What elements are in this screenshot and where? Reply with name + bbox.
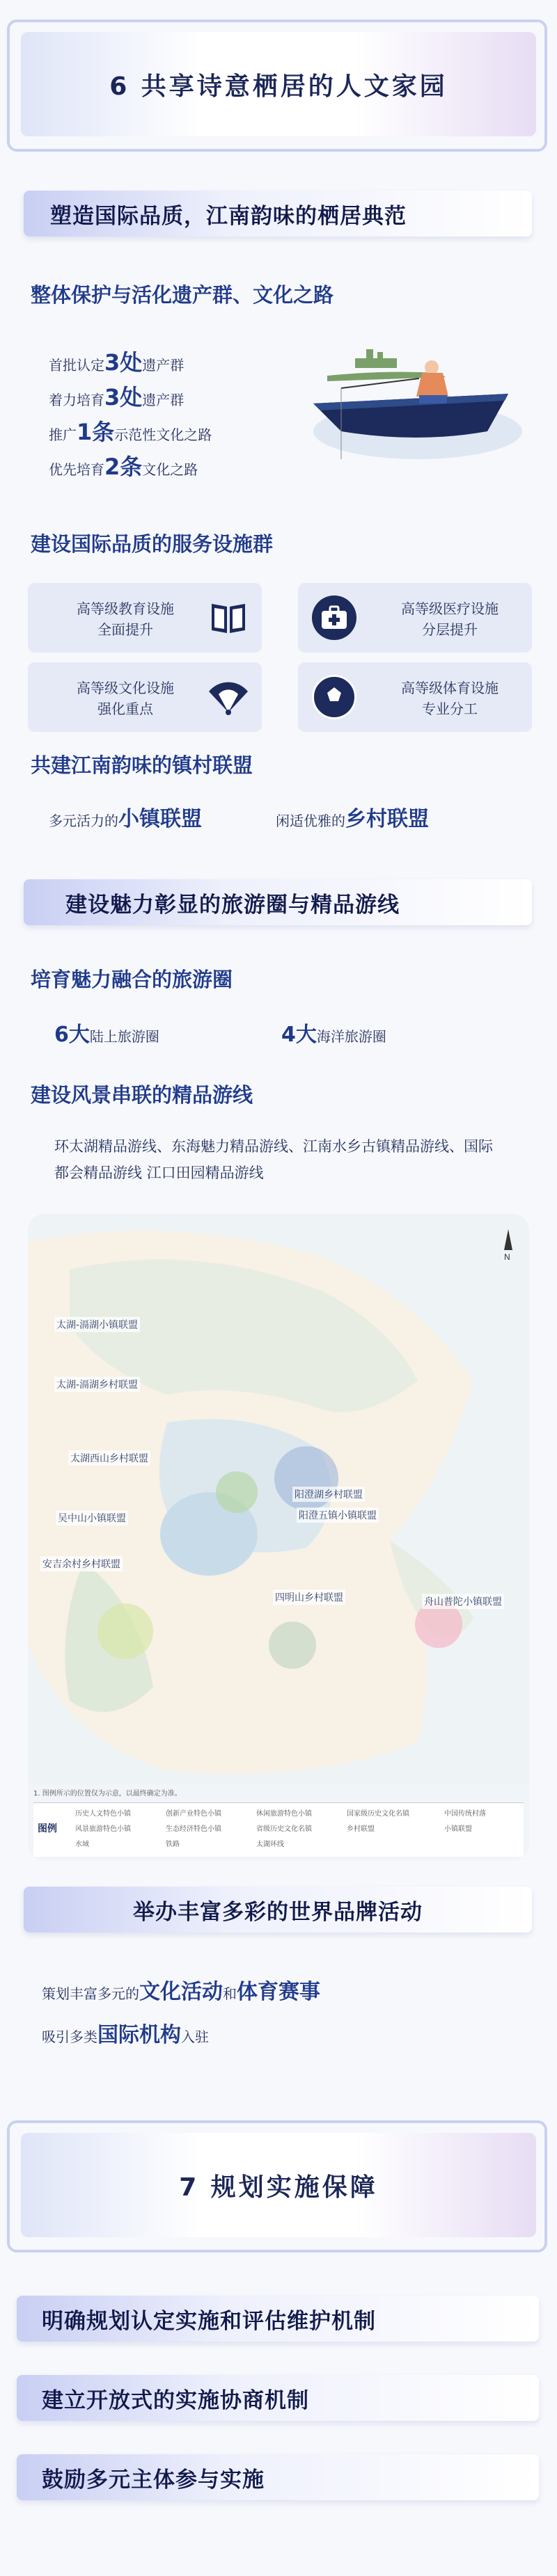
banner-6-text: 鼓励多元主体参与实施: [42, 2467, 265, 2493]
sea-tourism-circles: 4大海洋旅游圈: [281, 1023, 386, 1047]
map-label-3: 太湖西山乡村联盟: [68, 1450, 150, 1466]
section-7-header: [0, 2115, 557, 2254]
facility-card-medical: 高等级医疗设施 分层提升: [298, 583, 532, 653]
map-compass-label: N: [504, 1252, 510, 1262]
banner-tourism: [24, 879, 532, 925]
section-7-title: 7 规划实施保障: [179, 2173, 378, 2202]
medical-kit-icon: [312, 595, 356, 640]
fishing-boat-illustration: [299, 327, 529, 473]
events-line-1: 策划丰富多元的文化活动和体育赛事: [42, 1980, 320, 2004]
book-icon: [209, 600, 248, 639]
banner-multi-stakeholder: [17, 2454, 539, 2500]
routes-text-line-1: 环太湖精品游线、东海魅力精品游线、江南水乡古镇精品游线、国际: [54, 1138, 493, 1155]
routes-heading: 建设风景串联的精品游线: [31, 1083, 253, 1107]
fan-icon: [206, 678, 251, 719]
heritage-heading: 整体保护与活化遗产群、文化之路: [31, 283, 334, 307]
section-6-header: [0, 14, 557, 153]
regional-map: [28, 1214, 529, 1861]
land-tourism-circles: 6大陆上旅游圈: [54, 1023, 159, 1047]
map-graphic: [28, 1214, 529, 1784]
map-label-6: 四明山乡村联盟: [273, 1590, 345, 1605]
banner-3-text: 举办丰富多彩的世界品牌活动: [133, 1899, 423, 1925]
alliance-heading: 共建江南韵味的镇村联盟: [31, 753, 253, 777]
map-label-2: 太湖-滆湖乡村联盟: [54, 1377, 140, 1392]
map-label-4: 吴中山小镇联盟: [56, 1510, 128, 1526]
map-label-5: 安吉余村乡村联盟: [40, 1556, 123, 1571]
banner-certification-mechanism: [17, 2296, 539, 2342]
section-6-title: 6 共享诗意栖居的人文家园: [109, 72, 448, 101]
heritage-item-4: 优先培育2条文化之路: [49, 454, 198, 480]
banner-5-text: 建立开放式的实施协商机制: [42, 2387, 309, 2413]
banner-2-text: 建设魅力彰显的旅游圈与精品游线: [65, 892, 400, 918]
town-alliance: 多元活力的小镇联盟: [49, 807, 202, 831]
banner-international-quality: [24, 191, 532, 237]
map-label-9: 舟山普陀小镇联盟: [422, 1594, 504, 1609]
heritage-item-3: 推广1条示范性文化之路: [49, 419, 212, 445]
map-note: 1. 图例所示的位置仅为示意，以最终确定为准。: [33, 1790, 182, 1798]
banner-world-events: [24, 1887, 532, 1933]
events-line-2: 吸引多类国际机构入驻: [42, 2023, 209, 2047]
map-label-1: 太湖-滆湖小镇联盟: [54, 1317, 140, 1332]
map-label-8: 阳澄五镇小镇联盟: [297, 1507, 379, 1523]
tourism-heading: 培育魅力融合的旅游圈: [31, 968, 233, 991]
facility-card-sports: 高等级体育设施 专业分工: [298, 662, 532, 732]
map-label-7: 阳澄湖乡村联盟: [292, 1487, 365, 1502]
routes-text-line-2: 都会精品游线 江口田园精品游线: [54, 1165, 264, 1181]
village-alliance: 闲适优雅的乡村联盟: [276, 807, 429, 831]
soccer-ball-icon: [312, 675, 356, 719]
facility-card-education: 高等级教育设施 全面提升: [28, 583, 262, 653]
banner-1-text: 塑造国际品质，江南韵味的栖居典范: [50, 203, 407, 229]
heritage-item-2: 着力培育3处遗产群: [49, 384, 185, 410]
heritage-item-1: 首批认定3处遗产群: [49, 349, 185, 376]
banner-4-text: 明确规划认定实施和评估维护机制: [42, 2308, 376, 2334]
service-heading: 建设国际品质的服务设施群: [31, 532, 274, 556]
facility-card-culture: 高等级文化设施 强化重点: [28, 662, 262, 732]
map-legend: 图例 历史人文特色小镇 创新产业特色小镇 休闲旅游特色小镇 国家级历史文化名镇 中国传统村落 风景旅游特色小镇 生态经济特色小镇 省级历史文化名镇 乡村联盟 小镇联盟 水域 铁路 太湖环线: [33, 1802, 524, 1857]
banner-consultation-mechanism: [17, 2375, 539, 2421]
legend-title: 图例: [38, 1823, 57, 1834]
